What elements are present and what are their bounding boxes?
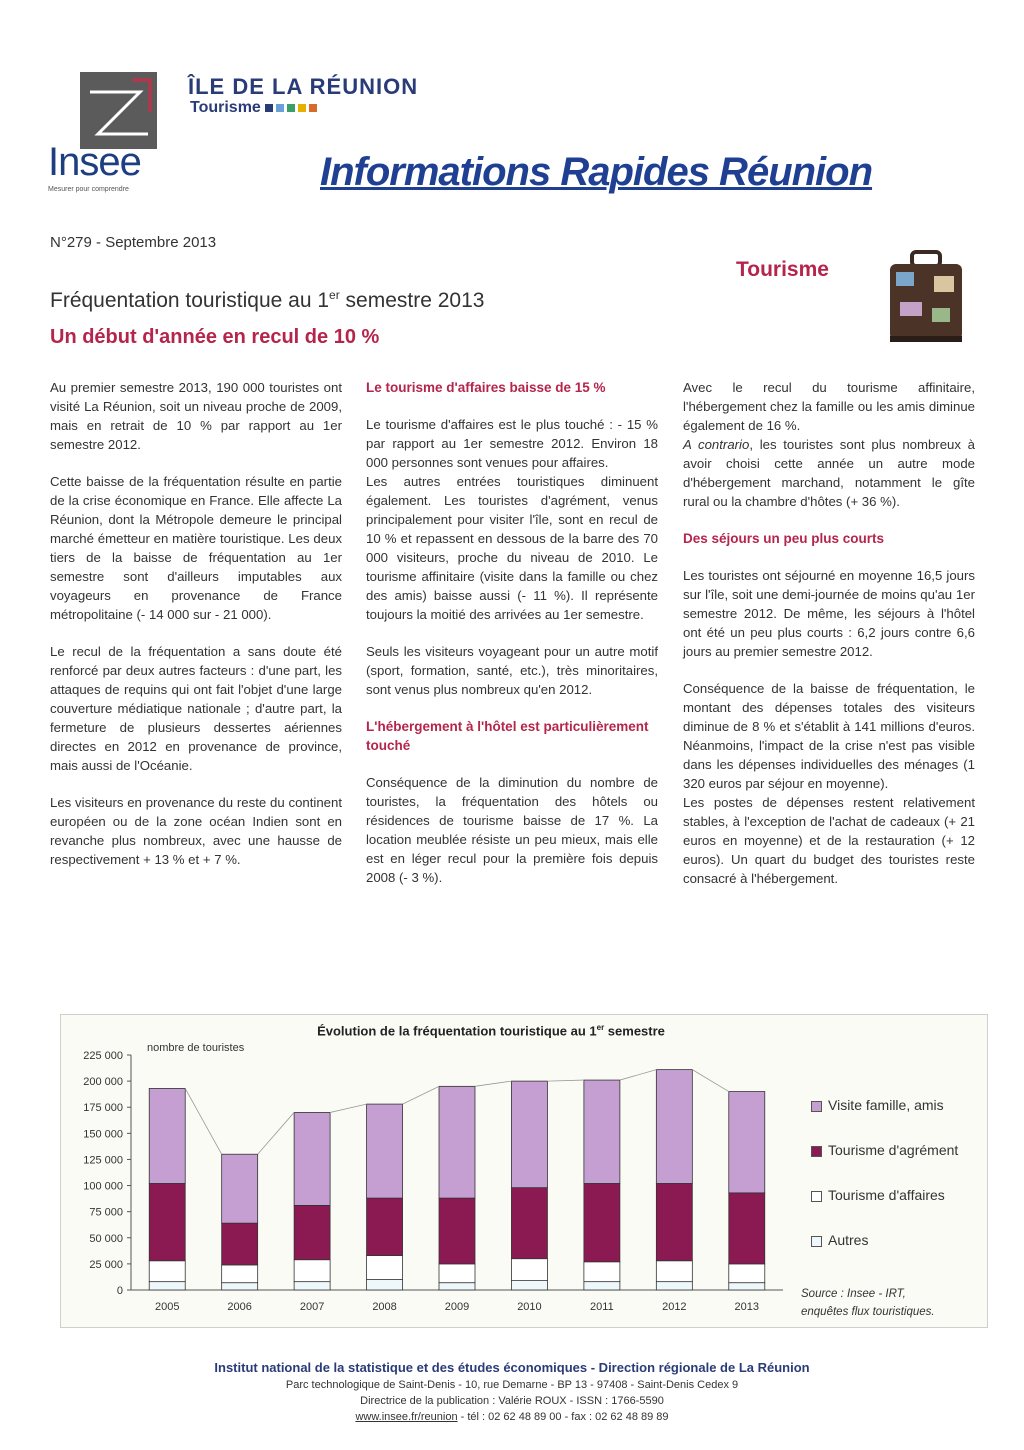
paragraph: Le recul de la fréquentation a sans doute été renforcé par deux autres facteurs : d'une part, les attaques de requins qui ont fait l'objet d'une large couverture médiatique nationale ; d'autre part, la fermeture de plusieurs dessertes aériennes directes en 2012 en provenance de province, mais aussi de l'Océanie. bbox=[50, 644, 342, 773]
bar-segment bbox=[294, 1282, 330, 1290]
bar-segment bbox=[294, 1112, 330, 1205]
series-connector bbox=[330, 1104, 366, 1112]
paragraph: Conséquence de la baisse de fréquentation, le montant des dépenses totales des visiteurs diminue de 8 % et s'établit à 141 millions d'euros. Néanmoins, l'impact de la crise n'est pas visible dans les dépenses individuelles des ménages (1 320 euros par séjour en moyenne). bbox=[683, 681, 975, 791]
x-tick-label: 2006 bbox=[227, 1301, 252, 1313]
issue-number: N°279 - Septembre 2013 bbox=[50, 234, 217, 251]
paragraph: Les visiteurs en provenance du reste du continent européen ou de la zone océan Indien sont en revanche plus nombreux, avec une hausse de respectivement + 13 % et + 7 %. bbox=[50, 795, 342, 867]
section-heading: L'hébergement à l'hôtel est particulièrement touché bbox=[366, 719, 649, 753]
x-tick-label: 2010 bbox=[517, 1301, 542, 1313]
footer-institution: Institut national de la statistique et des études économiques - Direction régionale de La Réunion bbox=[214, 1360, 810, 1375]
bar-segment bbox=[149, 1183, 185, 1260]
paragraph: Le tourisme d'affaires est le plus touché : - 15 % par rapport au 1er semestre 2012. Environ 18 000 personnes sont venues pour affaires. bbox=[366, 417, 658, 470]
bar-segment bbox=[729, 1283, 765, 1290]
bar-segment bbox=[294, 1205, 330, 1259]
masthead-title: Informations Rapides Réunion bbox=[320, 150, 873, 194]
legend-item bbox=[811, 1187, 945, 1203]
reunion-tourisme-logo-sub: Tourisme bbox=[190, 99, 320, 117]
y-axis-label: nombre de touristes bbox=[147, 1042, 245, 1054]
insee-logo-text: Insee bbox=[48, 140, 141, 184]
paragraph: Les postes de dépenses restent relativement stables, à l'exception de l'achat de cadeaux (+ 21 euros en moyenne) et de la restauration (+ 12 euros). Un quart du budget des touristes reste consacré à l'hébergement. bbox=[683, 795, 975, 886]
bar-segment bbox=[584, 1080, 620, 1183]
y-tick-label: 175 000 bbox=[83, 1102, 123, 1115]
legend-swatch bbox=[811, 1191, 822, 1202]
y-tick-label: 150 000 bbox=[83, 1128, 123, 1141]
series-connector bbox=[475, 1081, 511, 1086]
legend-item bbox=[811, 1097, 944, 1113]
legend-item bbox=[811, 1232, 868, 1248]
bar-segment bbox=[439, 1086, 475, 1198]
x-tick-label: 2012 bbox=[662, 1301, 687, 1313]
text-column-1 bbox=[50, 378, 342, 887]
color-square bbox=[309, 104, 317, 112]
legend-swatch bbox=[811, 1236, 822, 1247]
bar-segment bbox=[439, 1198, 475, 1264]
bar-segment bbox=[656, 1282, 692, 1290]
bar-segment bbox=[367, 1198, 403, 1255]
x-tick-label: 2007 bbox=[299, 1301, 325, 1313]
chart-frame bbox=[60, 1014, 988, 1328]
legend-item bbox=[811, 1142, 958, 1158]
bar-segment bbox=[656, 1070, 692, 1184]
footer-publication: Directrice de la publication : Valérie ROUX - ISSN : 1766-5590 bbox=[360, 1395, 664, 1407]
color-square bbox=[298, 104, 306, 112]
insee-website-link[interactable]: www.insee.fr/reunion bbox=[355, 1411, 458, 1423]
theme-label: Tourisme bbox=[736, 258, 829, 281]
x-tick-label: 2008 bbox=[372, 1301, 397, 1313]
chart-source: Source : Insee - IRT, enquêtes flux touristiques. bbox=[801, 1288, 935, 1318]
y-tick-label: 50 000 bbox=[89, 1232, 123, 1245]
bar-segment bbox=[511, 1281, 547, 1290]
stacked-bar-chart bbox=[61, 1015, 801, 1327]
paragraph: Au premier semestre 2013, 190 000 touristes ont visité La Réunion, soit un niveau proche de 2009, mais en retrait de 10 % par rapport au 1er semestre 2012. bbox=[50, 380, 342, 452]
bar-segment bbox=[222, 1223, 258, 1265]
footer-address: Parc technologique de Saint-Denis - 10, rue Demarne - BP 13 - 97408 - Saint-Denis Cedex 9 bbox=[285, 1379, 739, 1391]
suitcase-icon bbox=[886, 250, 966, 346]
color-squares bbox=[265, 99, 320, 116]
paragraph: Cette baisse de la fréquentation résulte en partie de la crise économique en France. Elle affecte La Réunion, dont la Métropole demeure le principal marché émetteur en matière touristique. Les deux tiers de la baisse de fréquentation au 1er semestre sont d'ailleurs imputables aux voyageurs en provenance de France métropolitaine (- 14 000 sur - 21 000). bbox=[50, 474, 342, 622]
y-tick-label: 200 000 bbox=[83, 1076, 123, 1089]
bar-segment bbox=[729, 1264, 765, 1283]
bar-segment bbox=[439, 1264, 475, 1283]
y-tick-label: 225 000 bbox=[83, 1050, 123, 1062]
legend-label: Visite famille, amis bbox=[828, 1097, 944, 1113]
insee-logo-mark bbox=[80, 72, 157, 149]
legend-label: Autres bbox=[828, 1232, 869, 1248]
series-connector bbox=[185, 1088, 221, 1154]
y-tick-label: 75 000 bbox=[89, 1206, 123, 1219]
bar-segment bbox=[149, 1088, 185, 1183]
text-column-2 bbox=[366, 378, 658, 905]
y-tick-label: 125 000 bbox=[83, 1154, 123, 1167]
paragraph: Seuls les visiteurs voyageant pour un autre motif (sport, formation, santé, etc.), très minoritaires, sont venus plus nombreux qu'en 2012. bbox=[366, 644, 658, 697]
legend-swatch bbox=[811, 1101, 822, 1112]
bar-segment bbox=[584, 1262, 620, 1282]
bar-segment bbox=[149, 1261, 185, 1282]
bar-segment bbox=[367, 1104, 403, 1198]
bar-segment bbox=[367, 1280, 403, 1290]
bar-segment bbox=[222, 1154, 258, 1223]
paragraph: Avec le recul du tourisme affinitaire, l'hébergement chez la famille ou les amis diminue également de 16 %. bbox=[683, 380, 975, 433]
legend-swatch bbox=[811, 1146, 822, 1157]
bar-segment bbox=[294, 1260, 330, 1282]
color-square bbox=[276, 104, 284, 112]
insee-logo-icon bbox=[80, 72, 157, 149]
report-headline: Un début d'année en recul de 10 % bbox=[50, 326, 380, 348]
x-tick-label: 2013 bbox=[734, 1301, 760, 1313]
series-connector bbox=[620, 1070, 656, 1080]
bar-segment bbox=[222, 1283, 258, 1290]
color-square bbox=[265, 104, 273, 112]
bar-segment bbox=[584, 1282, 620, 1290]
bar-segment bbox=[367, 1256, 403, 1280]
paragraph: A contrario, les touristes sont plus nombreux à avoir choisi cette année un autre mode d'hébergement marchand, notamment le gîte rural ou la chambre d'hôtes (+ 36 %). bbox=[683, 437, 975, 509]
bar-segment bbox=[656, 1183, 692, 1260]
reunion-tourisme-logo-name: ÎLE DE LA RÉUNION bbox=[188, 74, 419, 99]
color-square bbox=[287, 104, 295, 112]
text-column-3 bbox=[683, 378, 975, 906]
y-tick-label: 25 000 bbox=[89, 1258, 123, 1271]
bar-segment bbox=[222, 1265, 258, 1283]
series-connector bbox=[547, 1080, 583, 1081]
x-tick-label: 2005 bbox=[154, 1301, 180, 1313]
insee-tagline: Mesurer pour comprendre bbox=[48, 186, 129, 193]
bar-segment bbox=[511, 1081, 547, 1188]
report-subtitle: Fréquentation touristique au 1er semestre 2013 bbox=[50, 288, 485, 312]
y-tick-label: 100 000 bbox=[83, 1180, 123, 1193]
x-tick-label: 2009 bbox=[444, 1301, 470, 1313]
bar-segment bbox=[149, 1282, 185, 1290]
bar-segment bbox=[656, 1261, 692, 1282]
bar-segment bbox=[511, 1188, 547, 1259]
bar-segment bbox=[511, 1259, 547, 1281]
bar-segment bbox=[729, 1092, 765, 1193]
legend-label: Tourisme d'affaires bbox=[828, 1187, 945, 1203]
bar-segment bbox=[584, 1183, 620, 1261]
x-tick-label: 2011 bbox=[590, 1301, 614, 1313]
y-tick-label: 0 bbox=[116, 1285, 123, 1297]
series-connector bbox=[258, 1112, 294, 1154]
section-heading: Des séjours un peu plus courts bbox=[683, 531, 885, 546]
section-heading: Le tourisme d'affaires baisse de 15 % bbox=[366, 380, 606, 395]
paragraph: Conséquence de la diminution du nombre de touristes, la fréquentation des hôtels ou résidences de tourisme baisse de 17 %. La location meublée résiste un peu mieux, mais elle est en léger recul pour la première fois depuis 2008 (- 3 %). bbox=[366, 775, 658, 885]
legend-label: Tourisme d'agrément bbox=[828, 1142, 959, 1158]
chart-title: Évolution de la fréquentation touristique au 1er semestre bbox=[317, 1023, 665, 1039]
bar-segment bbox=[439, 1283, 475, 1290]
paragraph: Les autres entrées touristiques diminuent également. Les touristes d'agrément, venus principalement pour visiter l'île, sont en recul de 10 % et repassent en dessous de la barre des 70 000 visiteurs, proche du niveau de 2010. Le tourisme affinitaire (visite dans la famille ou chez des amis) baisse aussi (- 11 %). Il représente toujours la moitié des arrivées au 1er semestre. bbox=[366, 474, 658, 622]
footer-contact: www.insee.fr/reunion - tél : 02 62 48 89 00 - fax : 02 62 48 89 89 bbox=[355, 1411, 669, 1423]
series-connector bbox=[403, 1086, 439, 1104]
series-connector bbox=[692, 1070, 728, 1092]
paragraph: Les touristes ont séjourné en moyenne 16,5 jours sur l'île, soit une demi-journée de moins qu'au 1er semestre 2012. De même, les séjours à l'hôtel ont été un peu plus courts : 6,2 jours contre 6,6 jours au premier semestre 2012. bbox=[683, 568, 975, 659]
bar-segment bbox=[729, 1193, 765, 1264]
